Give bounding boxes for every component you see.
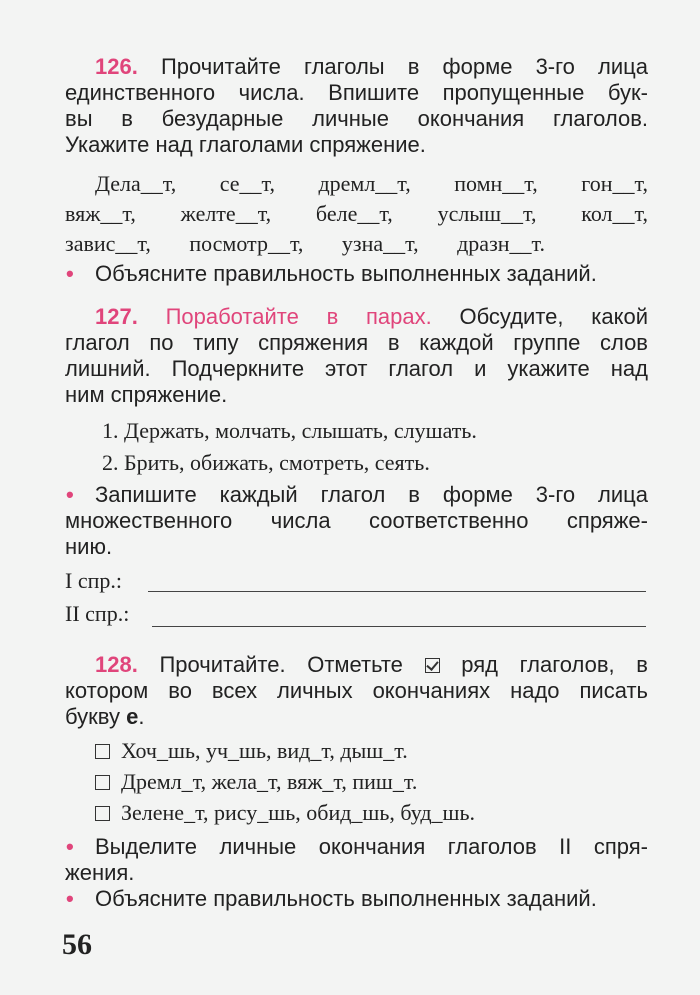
ex127-label-i: I спр.: bbox=[65, 568, 122, 593]
ex127-line3: лишний. Подчеркните этот глагол и укажите над bbox=[65, 356, 648, 381]
word: се__т, bbox=[219, 171, 275, 196]
ex127-task-line1: Запишите каждый глагол в форме 3-го лица bbox=[95, 482, 648, 507]
page-number: 56 bbox=[62, 928, 92, 961]
bullet-marker: • bbox=[66, 886, 74, 911]
checkbox-icon[interactable] bbox=[95, 775, 110, 790]
ex126-line4: Укажите над глаголами спряжение. bbox=[65, 132, 426, 157]
ex128-line1: 128. Прочитайте. Отметьте ряд глаголов, в bbox=[95, 652, 648, 677]
word: услыш__т, bbox=[437, 201, 537, 226]
answer-line-i[interactable] bbox=[148, 591, 646, 592]
word: беле__т, bbox=[315, 201, 393, 226]
ex126-line2: единственного числа. Впишите пропущенные бук- bbox=[65, 80, 648, 105]
checkbox-icon[interactable] bbox=[95, 744, 110, 759]
word: гон__т, bbox=[581, 171, 648, 196]
ex128-task1-line1: Выделите личные окончания глаголов II спря- bbox=[95, 834, 648, 859]
ex126-words-row2 bbox=[65, 201, 648, 227]
answer-line-ii[interactable] bbox=[152, 626, 646, 627]
ex128-task1-line2: жения. bbox=[65, 860, 135, 885]
word: Дела__т, bbox=[95, 171, 177, 196]
ex127-line4: ним спряжение. bbox=[65, 382, 228, 407]
ex128-option3[interactable]: Зелене_т, рису_шь, обид_шь, буд_шь. bbox=[95, 800, 475, 826]
bullet-marker: • bbox=[66, 482, 74, 507]
word: завис__т, bbox=[65, 231, 151, 256]
ex127-pair-work: Поработайте в парах. bbox=[165, 304, 432, 329]
word: желте__т, bbox=[180, 201, 272, 226]
ex127-group2: 2. Брить, обижать, смотреть, сеять. bbox=[102, 450, 430, 475]
ex126-words-row3 bbox=[65, 231, 545, 257]
ex128-task2: Объясните правильность выполненных заданий. bbox=[95, 886, 597, 911]
ex127-number: 127. bbox=[95, 304, 138, 329]
word: вяж__т, bbox=[65, 201, 136, 226]
bullet-marker: • bbox=[66, 834, 74, 859]
word: посмотр__т, bbox=[189, 231, 304, 256]
ex126-number: 126. bbox=[95, 54, 138, 79]
checked-box-icon bbox=[425, 658, 440, 673]
ex126-line3: вы в безударные личные окончания глаголов. bbox=[65, 106, 648, 131]
ex128-number: 128. bbox=[95, 652, 138, 677]
word: помн__т, bbox=[454, 171, 538, 196]
ex128-line3: букву е. bbox=[65, 704, 145, 729]
ex127-task-line2: множественного числа соответственно спряже- bbox=[65, 508, 648, 533]
word: кол__т, bbox=[581, 201, 648, 226]
checkbox-icon[interactable] bbox=[95, 806, 110, 821]
ex126-line1: 126. Прочитайте глаголы в форме 3-го лица bbox=[95, 54, 648, 79]
letter-e: е bbox=[126, 704, 139, 729]
ex128-option2[interactable]: Дремл_т, жела_т, вяж_т, пиш_т. bbox=[95, 769, 417, 795]
ex126-words-row1 bbox=[95, 171, 648, 197]
ex127-label-ii: II спр.: bbox=[65, 601, 130, 626]
ex126-task: Объясните правильность выполненных заданий. bbox=[95, 261, 597, 286]
word: дразн__т. bbox=[457, 231, 545, 256]
ex128-line2: котором во всех личных окончаниях надо писать bbox=[65, 678, 648, 703]
ex128-option1[interactable]: Хоч_шь, уч_шь, вид_т, дыш_т. bbox=[95, 738, 408, 764]
word: дремл__т, bbox=[318, 171, 411, 196]
ex127-task-line3: нию. bbox=[65, 534, 113, 559]
ex127-line1: 127. Поработайте в парах. Обсудите, какой bbox=[95, 304, 648, 329]
ex127-line2: глагол по типу спряжения в каждой группе слов bbox=[65, 330, 648, 355]
bullet-marker: • bbox=[66, 261, 74, 286]
word: узна__т, bbox=[341, 231, 419, 256]
ex127-group1: 1. Держать, молчать, слышать, слушать. bbox=[102, 418, 477, 443]
